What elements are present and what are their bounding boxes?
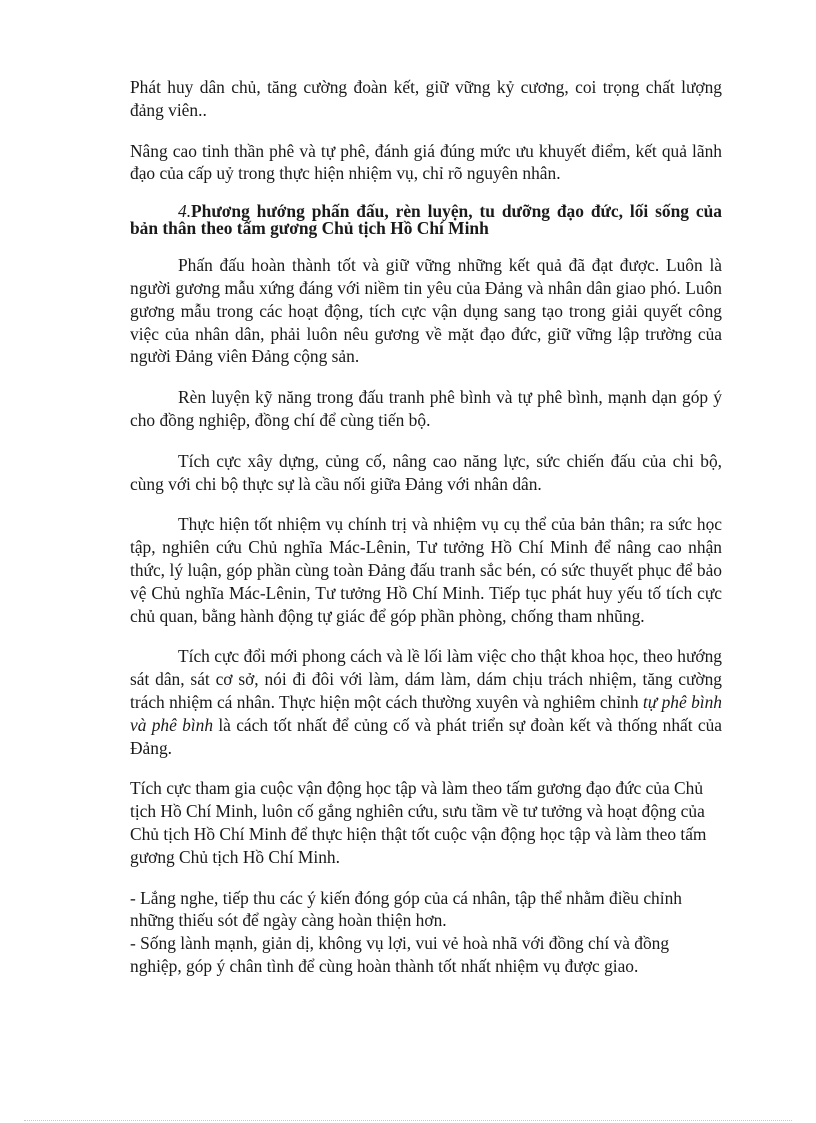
paragraph-3: Phấn đấu hoàn thành tốt và giữ vững những kết quả đã đạt được. Luôn là người gương mẫu xứng đáng với niềm tin yêu của Đảng và nhân dân giao phó. Luôn gương mẫu trong các hoạt động, tích cực vận dụng sang tạo trong giải quyết công việc của nhân dân, phải luôn nêu gương về mặt đạo đức, giữ vững lập trường của người Đảng viên Đảng cộng sản. — [130, 255, 722, 367]
section-title: Phương hướng phấn đấu, rèn luyện, tu dưỡng đạo đức, lối sống của bản thân theo tấm gương Chủ tịch Hồ Chí Minh — [130, 201, 722, 239]
page-bottom-rule — [24, 1120, 792, 1121]
paragraph-1: Phát huy dân chủ, tăng cường đoàn kết, giữ vững kỷ cương, coi trọng chất lượng đảng viên.. — [130, 77, 722, 120]
bullet-2: - Sống lành mạnh, giản dị, không vụ lợi, vui vẻ hoà nhã với đồng chí và đồng nghiệp, góp ý chân tình để cùng hoàn thành tốt nhất nhiệm vụ được giao. — [130, 933, 670, 976]
paragraph-7-italic: tự phê bình và phê bình — [130, 691, 722, 735]
paragraph-7-text-a: Tích cực đổi mới phong cách và lề lối làm việc cho thật khoa học, theo hướng sát dân, sát cơ sở, nói đi đôi với làm, dám làm, dám chịu trách nhiệm, tăng cường trách nhiệm cá nhân. Thực hiện một cách thường xuyên và nghiêm chỉnh — [130, 646, 722, 712]
paragraph-4: Rèn luyện kỹ năng trong đấu tranh phê bình và tự phê bình, mạnh dạn góp ý cho đồng nghiệp, đồng chí để cùng tiến bộ. — [130, 387, 722, 430]
paragraph-8: Tích cực tham gia cuộc vận động học tập và làm theo tấm gương đạo đức của Chủ tịch Hồ Chí Minh, luôn cố gắng nghiên cứu, sưu tầm về tư tưởng và hoạt động của Chủ tịch Hồ Chí Minh để thực hiện thật tốt cuộc vận động học tập và làm theo tấm gương Chủ tịch Hồ Chí Minh. — [130, 778, 707, 867]
paragraph-2: Nâng cao tinh thần phê và tự phê, đánh giá đúng mức ưu khuyết điểm, kết quả lãnh đạo của cấp uỷ trong thực hiện nhiệm vụ, chỉ rõ nguyên nhân. — [130, 140, 722, 184]
section-heading — [130, 203, 722, 237]
paragraph-7 — [130, 645, 722, 759]
paragraph-7-text-b: là cách tốt nhất để củng cố và phát triển sự đoàn kết và thống nhất của Đảng. — [130, 714, 722, 758]
bullet-1: - Lắng nghe, tiếp thu các ý kiến đóng góp của cá nhân, tập thể nhằm điều chỉnh những thiếu sót để ngày càng hoàn thiện hơn. — [130, 887, 682, 931]
paragraph-5: Tích cực xây dựng, củng cố, nâng cao năng lực, sức chiến đấu của chi bộ, cùng với chi bộ thực sự là cầu nối giữa Đảng với nhân dân. — [130, 450, 722, 494]
section-number: 4. — [178, 201, 192, 222]
paragraph-6: Thực hiện tốt nhiệm vụ chính trị và nhiệm vụ cụ thể của bản thân; ra sức học tập, nghiên cứu Chủ nghĩa Mác-Lênin, Tư tưởng Hồ Chí Minh để nâng cao nhận thức, lý luận, góp phần cùng toàn Đảng đấu tranh sắc bén, có sức thuyết phục để bảo vệ Chủ nghĩa Mác-Lênin, Tư tưởng Hồ Chí Minh. Tiếp tục phát huy yếu tố tích cực chủ quan, bằng hành động tự giác để góp phần phòng, chống tham nhũng. — [130, 514, 722, 626]
document-body — [130, 76, 722, 978]
